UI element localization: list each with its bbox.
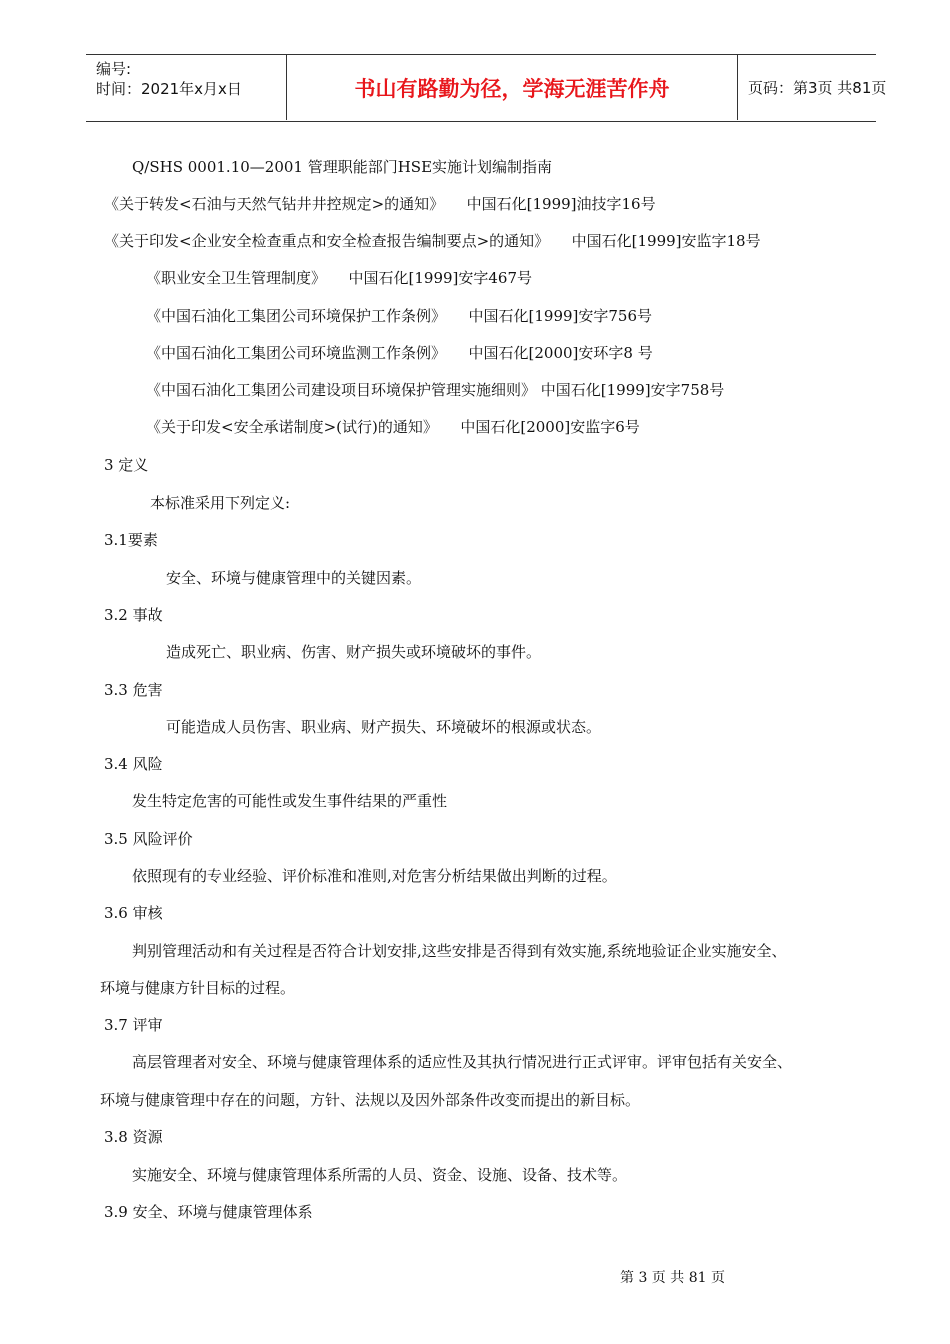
definition-heading: 3.1要素 [104,531,158,549]
definition-heading: 3.6 审核 [104,904,163,922]
definition-heading: 3.8 资源 [104,1128,163,1146]
definition-text: 实施安全、环境与健康管理体系所需的人员、资金、设施、设备、技术等。 [132,1166,628,1184]
paragraph: 本标准采用下列定义: [150,494,291,512]
reference-item: 《中国石油化工集团公司环境监测工作条例》 中国石化[2000]安环字8 号 [146,344,653,362]
reference-item: 《中国石油化工集团公司建设项目环境保护管理实施细则》 中国石化[1999]安字758号 [146,381,725,399]
definition-text: 环境与健康方针目标的过程。 [100,979,296,997]
header-meta [96,59,284,99]
document-time: 时间：2021年x月x日 [96,80,242,98]
definition-heading: 3.3 危害 [104,681,163,699]
section-heading: 3 定义 [104,456,149,474]
definition-text: 环境与健康管理中存在的问题，方针、法规以及因外部条件改变而提出的新目标。 [100,1091,641,1109]
definition-text: 高层管理者对安全、环境与健康管理体系的适应性及其执行情况进行正式评审。评审包括有关安全、 [132,1053,793,1071]
reference-item: 《中国石油化工集团公司环境保护工作条例》 中国石化[1999]安字756号 [146,307,653,325]
reference-item: 《关于转发<石油与天然气钻井井控规定>的通知》 中国石化[1999]油技字16号 [104,195,656,213]
definition-heading: 3.4 风险 [104,755,163,773]
document-code-label: 编号: [96,60,132,78]
reference-title: Q/SHS 0001.10—2001 管理职能部门HSE实施计划编制指南 [132,158,553,176]
reference-item: 《关于印发<企业安全检查重点和安全检查报告编制要点>的通知》 中国石化[1999]安监字18号 [104,232,761,250]
definition-text: 发生特定危害的可能性或发生事件结果的严重性 [132,792,448,810]
page-header [86,54,887,122]
definition-text: 造成死亡、职业病、伤害、财产损失或环境破坏的事件。 [166,643,542,661]
header-page-info: 页码：第3页 共81页 [748,79,887,97]
definition-text: 依照现有的专业经验、评价标准和准则,对危害分析结果做出判断的过程。 [132,867,617,885]
reference-item: 《职业安全卫生管理制度》 中国石化[1999]安字467号 [146,269,533,287]
definition-text: 安全、环境与健康管理中的关键因素。 [166,569,422,587]
definition-heading: 3.9 安全、环境与健康管理体系 [104,1203,313,1221]
definition-heading: 3.5 风险评价 [104,830,193,848]
definition-heading: 3.7 评审 [104,1016,163,1034]
reference-item: 《关于印发<安全承诺制度>(试行)的通知》 中国石化[2000]安监字6号 [146,418,640,436]
definition-heading: 3.2 事故 [104,606,163,624]
definition-text: 可能造成人员伤害、职业病、财产损失、环境破坏的根源或状态。 [166,718,602,736]
header-motto: 书山有路勤为径，学海无涯苦作舟 [286,55,738,120]
page-footer: 第 3 页 共 81 页 [620,1270,725,1286]
definition-text: 判别管理活动和有关过程是否符合计划安排,这些安排是否得到有效实施,系统地验证企业实施安全、 [132,942,787,960]
